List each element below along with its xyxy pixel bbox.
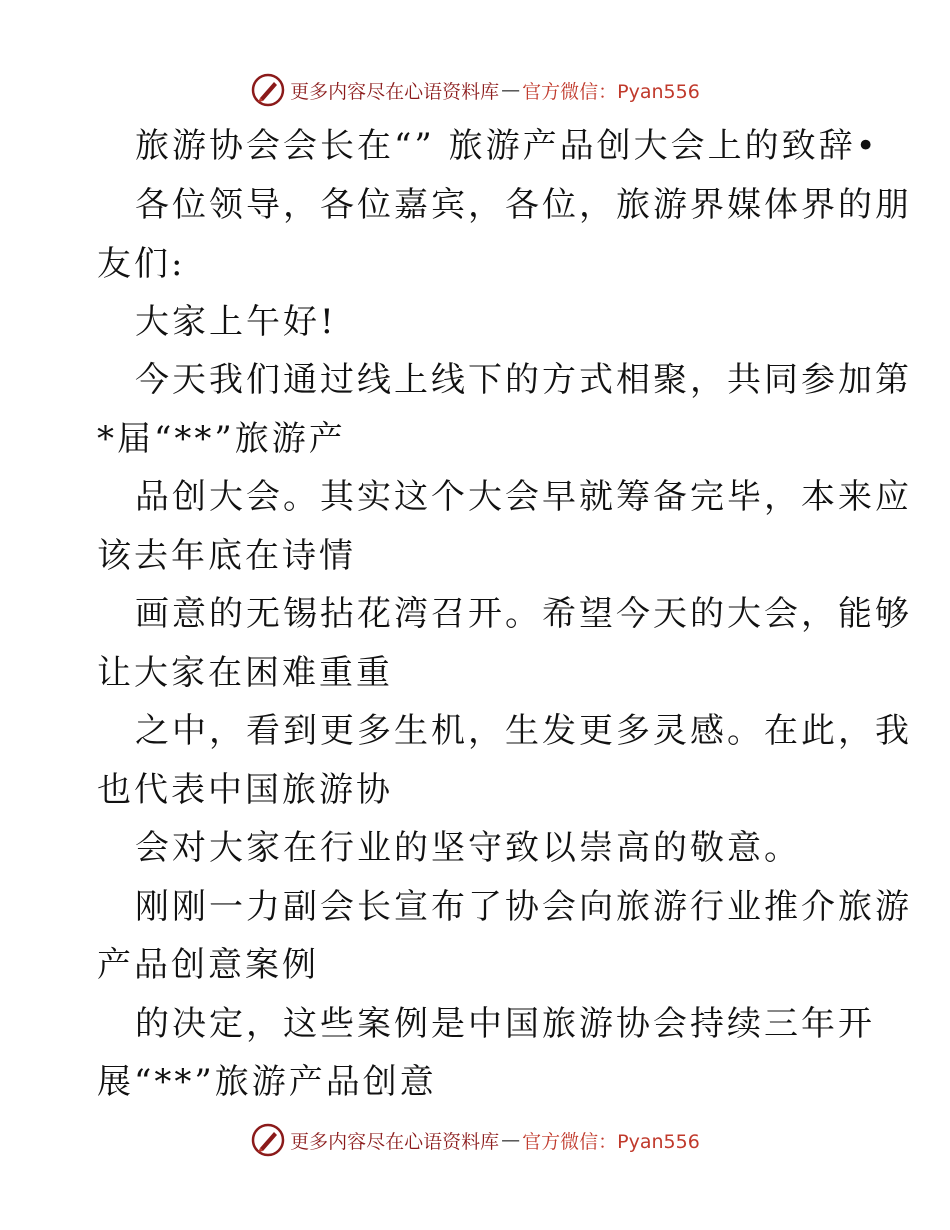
watermark-banner-top [0, 70, 950, 110]
doc-line: 会对大家在行业的坚守致以崇高的敬意。 [135, 828, 801, 868]
doc-line: 画意的无锡拈花湾召开。希望今天的大会，能够 [135, 594, 912, 634]
watermark-text: 更多内容尽在心语资料库 [290, 1130, 500, 1153]
watermark-text: 更多内容尽在心语资料库 [290, 80, 500, 103]
doc-line: 展“**”旅游产品创意 [97, 1062, 437, 1102]
doc-line: 各位领导，各位嘉宾，各位，旅游界媒体界的朋 [135, 185, 912, 225]
doc-line: 之中，看到更多生机，生发更多灵感。在此，我 [135, 711, 912, 751]
doc-line: 让大家在困难重重 [97, 653, 393, 693]
watermark-dash: — [501, 1129, 521, 1151]
doc-title: 旅游协会会长在“” 旅游产品创大会上的致辞• [135, 126, 879, 166]
doc-line: 产品创意案例 [97, 945, 319, 985]
doc-line: 大家上午好! [135, 302, 337, 342]
doc-line: 刚刚一力副会长宣布了协会向旅游行业推介旅游 [135, 887, 912, 927]
watermark-wechat: 官方微信：Pyan556 [522, 80, 700, 103]
doc-line: 的决定，这些案例是中国旅游协会持续三年开 [135, 1004, 875, 1044]
pen-logo-icon [250, 72, 286, 108]
watermark-wechat: 官方微信：Pyan556 [522, 1130, 700, 1153]
doc-line: *届“**”旅游产 [97, 419, 346, 459]
watermark-banner-bottom [0, 1120, 950, 1160]
doc-line: 今天我们通过线上线下的方式相聚，共同参加第 [135, 360, 912, 400]
doc-line: 品创大会。其实这个大会早就筹备完毕，本来应 [135, 477, 912, 517]
doc-line: 也代表中国旅游协 [97, 770, 393, 810]
doc-line: 该去年底在诗情 [97, 536, 356, 576]
watermark-dash: — [501, 79, 521, 101]
doc-line: 友们: [97, 244, 186, 284]
pen-logo-icon [250, 1122, 286, 1158]
